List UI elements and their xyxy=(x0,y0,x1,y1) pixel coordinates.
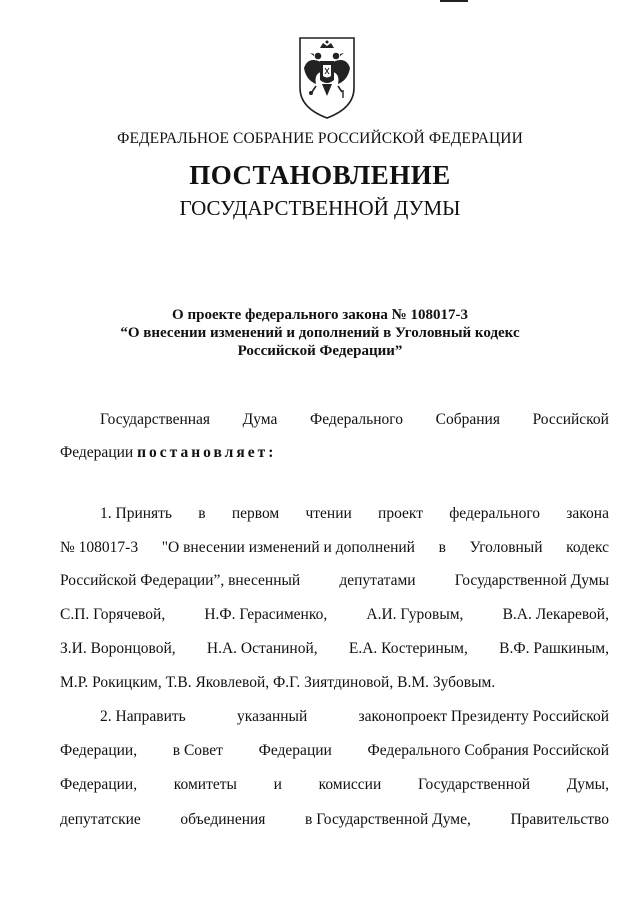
item1-line xyxy=(60,639,609,659)
text-segment: "О внесении изменений и дополнений xyxy=(161,539,415,556)
text-segment: и xyxy=(273,776,282,793)
text-segment: Дума xyxy=(242,411,278,428)
item2-line xyxy=(60,741,609,761)
text-segment: в xyxy=(198,505,206,522)
text-segment: В.Ф. Рашкиным, xyxy=(499,640,609,657)
subject-block xyxy=(0,306,640,360)
text-segment: З.И. Воронцовой, xyxy=(60,640,176,657)
subject-line: Российской Федерации” xyxy=(237,343,403,359)
text-segment: кодекс xyxy=(566,539,609,556)
text-segment: комитеты xyxy=(173,776,237,793)
text-segment: Думы, xyxy=(566,776,609,793)
text-segment: в Государственной Думе, xyxy=(305,811,471,828)
item2-line xyxy=(100,707,609,727)
text-segment: А.И. Гуровым, xyxy=(366,606,464,623)
subject-line: О проекте федерального закона № 108017-3 xyxy=(172,307,468,323)
text-segment: Федерации, xyxy=(60,776,138,793)
text-segment: Е.А. Костериным, xyxy=(348,640,468,657)
text-segment: комиссии xyxy=(318,776,382,793)
resolution-verb: постановляет: xyxy=(137,444,277,461)
text-segment: Государственная xyxy=(100,411,211,428)
text-segment: Федерального Собрания Российской xyxy=(367,742,609,759)
text-segment: Уголовный xyxy=(469,539,543,556)
text-segment: Федерального xyxy=(309,411,404,428)
text-segment: Федерации xyxy=(60,444,138,461)
item2-line xyxy=(60,810,609,830)
text-segment: в xyxy=(438,539,446,556)
state-emblem-icon xyxy=(296,34,358,120)
text-segment: С.П. Горячевой, xyxy=(60,606,166,623)
text-segment: Н.Ф. Герасименко, xyxy=(204,606,328,623)
text-segment: указанный xyxy=(237,708,308,725)
text-segment: Федерации xyxy=(258,742,332,759)
text-segment: № 108017-3 xyxy=(60,539,139,556)
text-segment: законопроект Президенту Российской xyxy=(358,708,609,725)
item1-line xyxy=(60,605,609,625)
subject-line: “О внесении изменений и дополнений в Уголовный кодекс xyxy=(120,325,520,341)
text-segment: закона xyxy=(566,505,609,522)
text-segment: Собрания xyxy=(435,411,500,428)
item1-line xyxy=(60,538,609,558)
intro-line xyxy=(60,443,609,463)
text-segment: объединения xyxy=(180,811,266,828)
text-segment: Государственной Думы xyxy=(454,572,609,589)
item2-line xyxy=(60,775,609,795)
item1-line: М.Р. Рокицким, Т.В. Яковлевой, Ф.Г. Зиятдиновой, В.М. Зубовым. xyxy=(60,674,496,691)
text-segment: в Совет xyxy=(172,742,223,759)
text-segment: депутатами xyxy=(339,572,416,589)
page-top-mark xyxy=(440,0,468,2)
text-segment: первом xyxy=(231,505,280,522)
intro-line xyxy=(100,410,609,430)
text-segment: Федерации, xyxy=(60,742,138,759)
text-segment: Н.А. Останиной, xyxy=(206,640,318,657)
document-title: ПОСТАНОВЛЕНИЕ xyxy=(189,160,451,190)
item1-line xyxy=(60,571,609,591)
document-subtitle: ГОСУДАРСТВЕННОЙ ДУМЫ xyxy=(179,196,461,220)
item1-line xyxy=(100,504,609,524)
organization-name: ФЕДЕРАЛЬНОЕ СОБРАНИЕ РОССИЙСКОЙ ФЕДЕРАЦИИ xyxy=(117,130,523,147)
text-segment: чтении xyxy=(305,505,352,522)
text-segment: Российской xyxy=(532,411,609,428)
text-segment: В.А. Лекаревой, xyxy=(502,606,609,623)
text-segment: проект xyxy=(378,505,423,522)
text-segment: Государственной xyxy=(417,776,531,793)
text-segment: 2. Направить xyxy=(100,708,186,725)
text-segment: депутатские xyxy=(60,811,141,828)
text-segment: Российской Федерации”, внесенный xyxy=(60,572,301,589)
text-segment: федерального xyxy=(449,505,541,522)
text-segment: 1. Принять xyxy=(100,505,173,522)
text-segment: Правительство xyxy=(510,811,609,828)
